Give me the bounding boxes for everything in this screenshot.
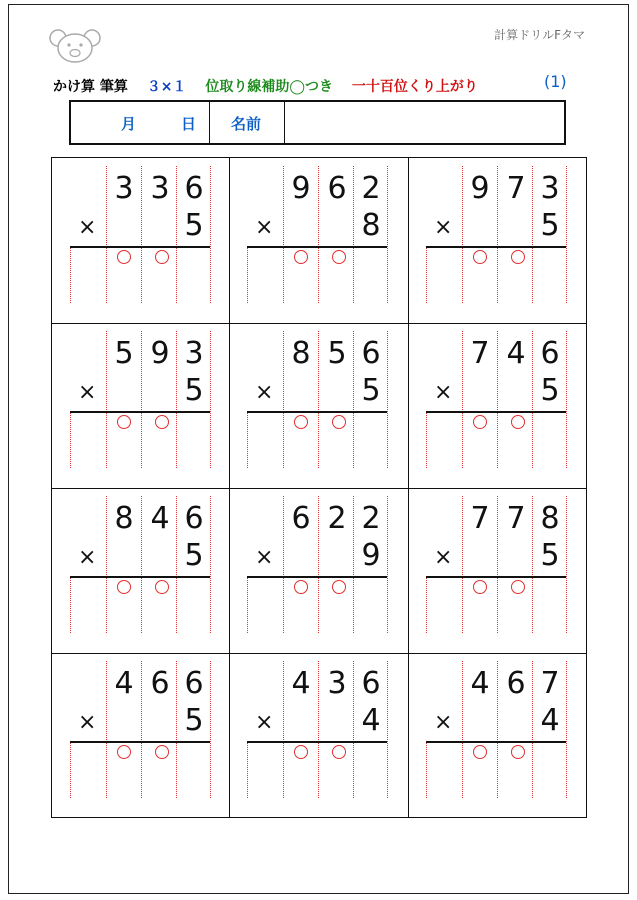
multiplicand-digit: 7 — [470, 336, 490, 371]
multiplicand-digit: 3 — [327, 666, 347, 701]
multiplicand-digit: 2 — [327, 501, 347, 536]
brand-title: 計算ドリルFタマ — [494, 28, 585, 42]
multiplier-digit: 5 — [184, 703, 204, 738]
header-guide-note: 位取り線補助◯つき — [205, 79, 334, 95]
multiplicand-digit: 6 — [291, 501, 311, 536]
name-date-box — [69, 100, 566, 145]
problem-grid — [51, 157, 587, 818]
bear-face-icon — [48, 28, 102, 64]
carry-circle — [511, 415, 525, 429]
month-label: 月 — [121, 115, 137, 133]
worksheet-header — [53, 76, 478, 96]
multiplicand-digit: 8 — [291, 336, 311, 371]
multiplicand-digit: 7 — [506, 171, 526, 206]
multiplicand-digit: 9 — [470, 171, 490, 206]
multiplier-digit: 8 — [361, 208, 381, 243]
header-digits: ３×１ — [146, 79, 187, 95]
multiplicand-digit: 8 — [114, 501, 134, 536]
day-label: 日 — [181, 115, 197, 133]
carry-circle — [294, 250, 308, 264]
times-sign: × — [78, 380, 97, 405]
problem-cell — [52, 653, 229, 818]
answer-write-area[interactable] — [426, 268, 566, 303]
problem-cell — [229, 323, 408, 488]
multiplicand-digit: 6 — [184, 171, 204, 206]
multiplier-digit: 9 — [361, 538, 381, 573]
answer-write-area[interactable] — [70, 433, 210, 468]
multiplier-digit: 5 — [184, 373, 204, 408]
carry-circle — [332, 745, 346, 759]
problem-cell — [408, 158, 585, 323]
multiplicand-digit: 8 — [540, 501, 560, 536]
multiplicand-digit: 6 — [540, 336, 560, 371]
answer-write-area[interactable] — [247, 598, 387, 633]
carry-circle — [332, 580, 346, 594]
times-sign: × — [255, 710, 274, 735]
multiplicand-digit: 2 — [361, 501, 381, 536]
multiplicand-digit: 6 — [184, 501, 204, 536]
problem-cell — [408, 323, 585, 488]
multiplier-digit: 5 — [540, 373, 560, 408]
answer-line — [247, 741, 387, 743]
carry-circle — [332, 250, 346, 264]
multiplicand-digit: 6 — [150, 666, 170, 701]
multiplicand-digit: 6 — [361, 666, 381, 701]
carry-circle — [294, 745, 308, 759]
carry-circle — [117, 250, 131, 264]
answer-line — [70, 411, 210, 413]
carry-circle — [155, 580, 169, 594]
header-carry-note: 一十百位くり上がり — [351, 79, 478, 95]
answer-write-area[interactable] — [247, 433, 387, 468]
header-operation: かけ算 筆算 — [53, 79, 128, 95]
carry-circle — [155, 745, 169, 759]
times-sign: × — [434, 215, 453, 240]
multiplicand-digit: 5 — [114, 336, 134, 371]
answer-line — [70, 246, 210, 248]
multiplicand-digit: 9 — [150, 336, 170, 371]
multiplicand-digit: 4 — [150, 501, 170, 536]
problem-cell — [408, 653, 585, 818]
answer-line — [247, 246, 387, 248]
multiplicand-digit: 4 — [506, 336, 526, 371]
multiplier-digit: 5 — [540, 538, 560, 573]
multiplier-digit: 5 — [184, 208, 204, 243]
carry-circle — [294, 580, 308, 594]
times-sign: × — [255, 545, 274, 570]
answer-line — [426, 576, 566, 578]
answer-line — [426, 741, 566, 743]
multiplicand-digit: 6 — [506, 666, 526, 701]
answer-write-area[interactable] — [70, 598, 210, 633]
multiplicand-digit: 4 — [470, 666, 490, 701]
answer-write-area[interactable] — [247, 763, 387, 798]
carry-circle — [511, 250, 525, 264]
answer-line — [70, 741, 210, 743]
carry-circle — [473, 580, 487, 594]
answer-line — [247, 576, 387, 578]
times-sign: × — [78, 710, 97, 735]
multiplier-digit: 4 — [540, 703, 560, 738]
carry-circle — [511, 580, 525, 594]
answer-line — [426, 246, 566, 248]
problem-cell — [229, 653, 408, 818]
carry-circle — [117, 745, 131, 759]
answer-write-area[interactable] — [70, 763, 210, 798]
multiplicand-digit: 7 — [506, 501, 526, 536]
multiplier-digit: 4 — [361, 703, 381, 738]
answer-write-area[interactable] — [247, 268, 387, 303]
answer-write-area[interactable] — [426, 598, 566, 633]
times-sign: × — [434, 380, 453, 405]
times-sign: × — [78, 545, 97, 570]
carry-circle — [511, 745, 525, 759]
multiplicand-digit: 7 — [470, 501, 490, 536]
problem-cell — [52, 488, 229, 653]
problem-cell — [408, 488, 585, 653]
problem-cell — [52, 158, 229, 323]
answer-write-area[interactable] — [426, 433, 566, 468]
answer-line — [70, 576, 210, 578]
carry-circle — [117, 580, 131, 594]
multiplicand-digit: 2 — [361, 171, 381, 206]
multiplicand-digit: 4 — [114, 666, 134, 701]
multiplicand-digit: 3 — [184, 336, 204, 371]
times-sign: × — [434, 710, 453, 735]
name-write-area[interactable] — [285, 102, 564, 143]
times-sign: × — [434, 545, 453, 570]
times-sign: × — [78, 215, 97, 240]
multiplicand-digit: 9 — [291, 171, 311, 206]
date-separator — [209, 102, 210, 143]
answer-write-area[interactable] — [70, 268, 210, 303]
carry-circle — [117, 415, 131, 429]
multiplicand-digit: 3 — [114, 171, 134, 206]
times-sign: × — [255, 380, 274, 405]
multiplicand-digit: 5 — [327, 336, 347, 371]
multiplier-digit: 5 — [361, 373, 381, 408]
problem-cell — [229, 158, 408, 323]
problem-cell — [52, 323, 229, 488]
times-sign: × — [255, 215, 274, 240]
name-label: 名前 — [231, 115, 262, 133]
multiplicand-digit: 3 — [150, 171, 170, 206]
multiplier-digit: 5 — [184, 538, 204, 573]
multiplicand-digit: 6 — [184, 666, 204, 701]
carry-circle — [155, 415, 169, 429]
answer-write-area[interactable] — [426, 763, 566, 798]
answer-line — [426, 411, 566, 413]
carry-circle — [473, 415, 487, 429]
problem-cell — [229, 488, 408, 653]
carry-circle — [332, 415, 346, 429]
carry-circle — [294, 415, 308, 429]
carry-circle — [473, 745, 487, 759]
carry-circle — [155, 250, 169, 264]
multiplicand-digit: 4 — [291, 666, 311, 701]
answer-line — [247, 411, 387, 413]
multiplicand-digit: 7 — [540, 666, 560, 701]
sheet-number: (1) — [544, 72, 567, 91]
multiplier-digit: 5 — [540, 208, 560, 243]
multiplicand-digit: 3 — [540, 171, 560, 206]
multiplicand-digit: 6 — [361, 336, 381, 371]
multiplicand-digit: 6 — [327, 171, 347, 206]
carry-circle — [473, 250, 487, 264]
